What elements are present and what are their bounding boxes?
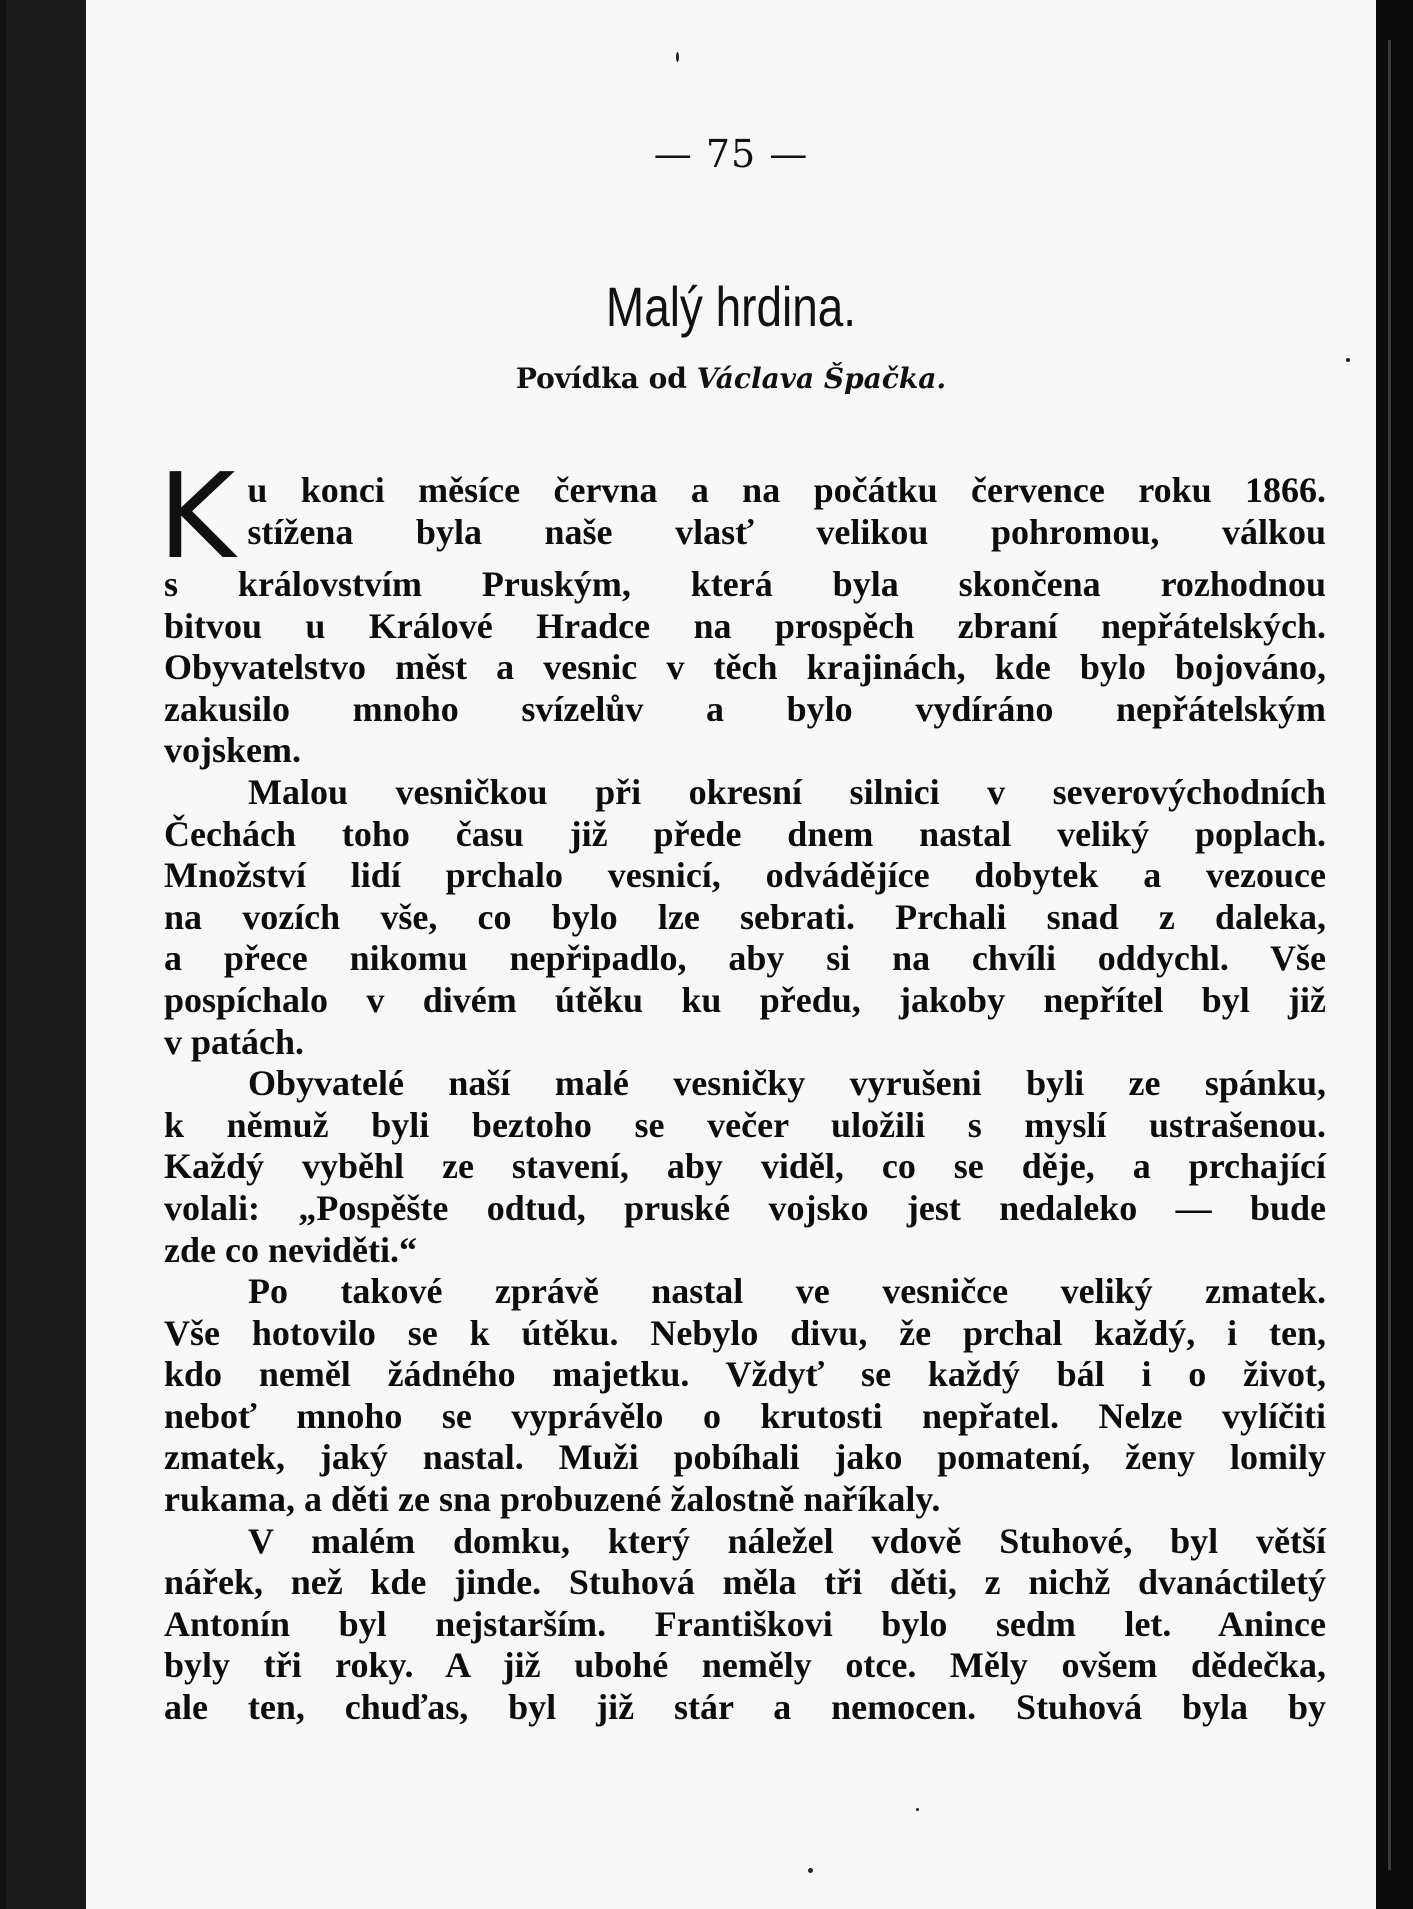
text-line: stížena byla naše vlasť velikou pohromou, válkou	[247, 511, 1326, 552]
text-line: Vše hotovilo se k útěku. Nebylo divu, že prchal každý, i ten,	[164, 1312, 1326, 1353]
text-line: V malém domku, který náležel vdově Stuhové, byl větší	[248, 1520, 1326, 1561]
text-line: Obyvatelé naší malé vesničky vyrušeni byli ze spánku,	[248, 1063, 1326, 1104]
text-line: kdo neměl žádného majetku. Vždyť se každý bál i o život,	[164, 1354, 1326, 1395]
text-line: ale ten, chuďas, byl již stár a nemocen. Stuhová byla by	[164, 1687, 1326, 1728]
text-line: a přece nikomu nepřipadlo, aby si na chvíli oddychl. Vše	[164, 938, 1326, 979]
text-line: zakusilo mnoho svízelův a bylo vydíráno nepřátelským	[164, 688, 1326, 729]
text-line: Každý vyběhl ze stavení, aby viděl, co se děje, a prchající	[164, 1146, 1326, 1187]
paragraph-1	[158, 447, 1326, 772]
text-line: v patách.	[164, 1021, 305, 1062]
story-title: Malý hrdina.	[605, 275, 857, 338]
paragraph-4	[164, 1271, 1326, 1521]
story-byline	[86, 362, 1376, 395]
text-line: Obyvatelstvo měst a vesnic v těch krajinách, kde bylo bojováno,	[164, 647, 1326, 688]
drop-cap: K	[158, 447, 236, 585]
text-line: pospíchalo v divém útěku ku předu, jakoby nepřítel byl již	[164, 979, 1326, 1020]
text-line: neboť mnoho se vyprávělo o krutosti nepřatel. Nelze vylíčiti	[164, 1395, 1326, 1436]
page-right-edge-line	[1388, 40, 1391, 1870]
scan-speck	[676, 52, 679, 62]
text-line: k němuž byli beztoho se večer uložili s myslí ustrašenou.	[164, 1104, 1326, 1145]
text-line: zde co neviděti.“	[164, 1229, 417, 1270]
page-right-edge	[1376, 0, 1413, 1909]
scan-speck	[916, 1808, 919, 1811]
text-line: Čechách toho času již přede dnem nastal veliký poplach.	[164, 813, 1326, 854]
paragraph-2	[164, 772, 1326, 1063]
text-line: Malou vesničkou při okresní silnici v severovýchodních	[248, 771, 1326, 812]
text-line: s královstvím Pruským, která byla skončena rozhodnou	[164, 564, 1326, 604]
text-line: rukama, a děti ze sna probuzené žalostně naříkaly.	[164, 1479, 941, 1520]
byline-author: Václava Špačka.	[696, 362, 947, 395]
scan-speck	[1346, 358, 1350, 362]
book-page	[86, 0, 1376, 1909]
text-line: Množství lidí prchalo vesnicí, odvádějíce dobytek a vezouce	[164, 855, 1326, 896]
text-line: zmatek, jaký nastal. Muži pobíhali jako pomatení, ženy lomily	[164, 1437, 1326, 1478]
paragraph-3	[164, 1063, 1326, 1271]
text-line: nářek, než kde jinde. Stuhová měla tři děti, z nichž dvanáctiletý	[164, 1562, 1326, 1603]
byline-prefix: Povídka od	[515, 362, 687, 395]
text-line: u konci měsíce června a na počátku července roku 1866.	[247, 470, 1326, 510]
story-body	[158, 447, 1326, 1729]
text-line: Antonín byl nejstarším. Františkovi bylo sedm let. Anince	[164, 1603, 1326, 1644]
page-left-rule	[0, 0, 6, 1909]
text-line: vojskem.	[164, 730, 301, 771]
text-line: na vozích vše, co bylo lze sebrati. Prchali snad z daleka,	[164, 896, 1326, 937]
page-number: — 75 —	[653, 132, 809, 176]
paragraph-5	[164, 1521, 1326, 1729]
text-line: byly tři roky. A již ubohé neměly otce. Měly ovšem dědečka,	[164, 1645, 1326, 1686]
text-line: bitvou u Králové Hradce na prospěch zbraní nepřátelských.	[164, 605, 1326, 646]
text-line: Po takové zprávě nastal ve vesničce veliký zmatek.	[248, 1271, 1326, 1312]
text-line: volali: „Pospěšte odtud, pruské vojsko jest nedaleko — bude	[164, 1187, 1326, 1228]
scan-speck	[808, 1868, 813, 1873]
